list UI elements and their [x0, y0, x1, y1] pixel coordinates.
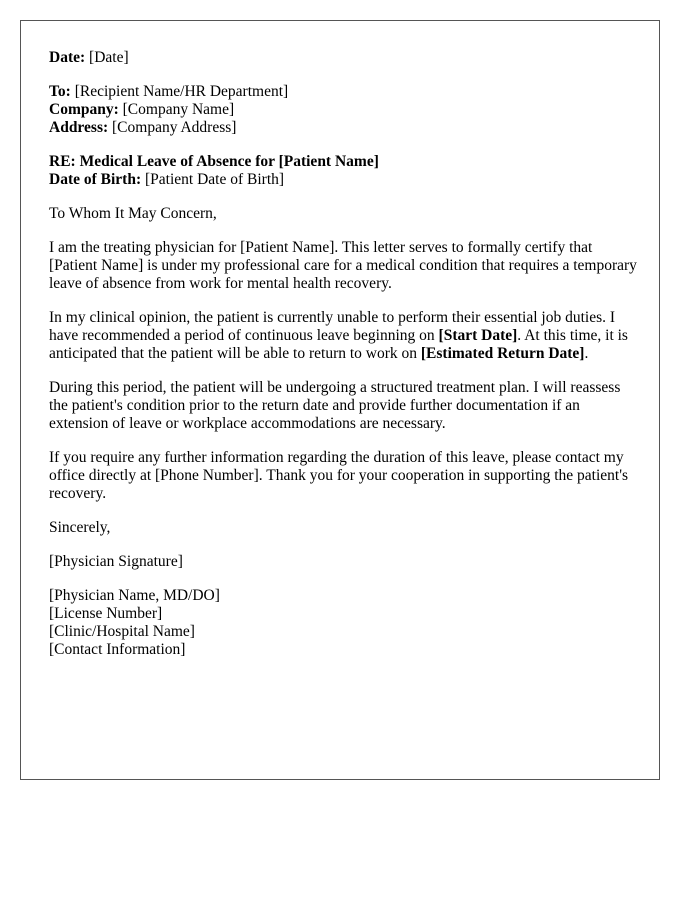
p2-text-3: . — [584, 345, 589, 362]
sign-off: Sincerely, — [49, 519, 111, 536]
paragraph-certification: I am the treating physician for [Patient Name]. This letter serves to formally certify that [Patient Name] is under my professional care for a medical condition that requires a temporary leave of absence from work for mental health recovery. — [49, 239, 637, 292]
physician-name: [Physician Name, MD/DO] — [49, 587, 220, 604]
start-date-placeholder: [Start Date] — [438, 327, 518, 344]
p2-text-2: . At this time, it is anticipated that the patient will be able to return to work on — [49, 327, 628, 362]
salutation: To Whom It May Concern, — [49, 205, 217, 222]
paragraph-treatment-plan: During this period, the patient will be undergoing a structured treatment plan. I will reassess the patient's condition prior to the return date and provide further documentation if an extension of leave or workplace accommodations are necessary. — [49, 379, 621, 432]
physician-details — [49, 587, 639, 659]
date-block — [49, 49, 639, 67]
company-label: Company: — [49, 101, 119, 118]
letter-body — [49, 49, 639, 675]
company-line — [49, 101, 639, 119]
dob-value: [Patient Date of Birth] — [145, 171, 285, 188]
letter-page — [20, 20, 660, 780]
contact-information: [Contact Information] — [49, 641, 186, 658]
subject-block — [49, 153, 639, 189]
clinic-name: [Clinic/Hospital Name] — [49, 623, 195, 640]
recipient-block — [49, 83, 639, 137]
re-text: RE: Medical Leave of Absence for [Patient Name] — [49, 153, 379, 170]
paragraph-contact: If you require any further information regarding the duration of this leave, please contact my office directly at [Phone Number]. Thank you for your cooperation in supporting the patient's recovery. — [49, 449, 629, 502]
address-value: [Company Address] — [112, 119, 237, 136]
dob-label: Date of Birth: — [49, 171, 142, 188]
paragraph-clinical-opinion — [49, 309, 639, 363]
license-number: [License Number] — [49, 605, 163, 622]
re-line — [49, 153, 639, 171]
return-date-placeholder: [Estimated Return Date] — [420, 345, 585, 362]
company-value: [Company Name] — [122, 101, 235, 118]
address-label: Address: — [49, 119, 109, 136]
date-value: [Date] — [89, 49, 129, 66]
dob-line — [49, 171, 639, 189]
p2-text-1: In my clinical opinion, the patient is currently unable to perform their essential job duties. I have recommended a period of continuous leave beginning on — [49, 309, 616, 344]
physician-signature: [Physician Signature] — [49, 553, 183, 570]
to-line — [49, 83, 639, 101]
address-line — [49, 119, 639, 137]
to-value: [Recipient Name/HR Department] — [74, 83, 289, 100]
to-label: To: — [49, 83, 71, 100]
date-label: Date: — [49, 49, 86, 66]
date-line — [49, 49, 639, 67]
